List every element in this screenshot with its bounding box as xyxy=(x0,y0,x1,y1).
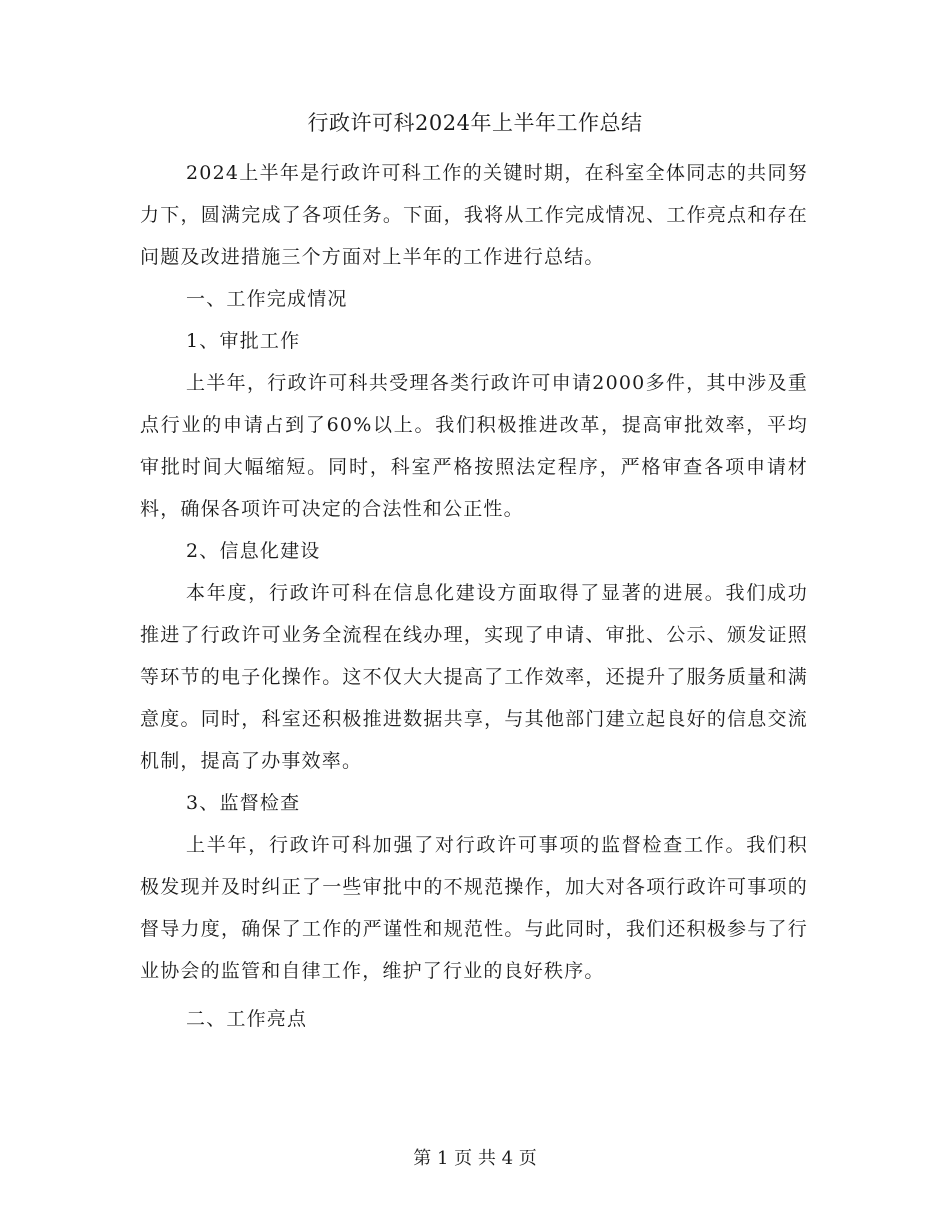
section-heading-work-completion: 一、工作完成情况 xyxy=(186,288,348,310)
document-body xyxy=(140,152,808,1040)
approval-paragraph: 上半年，行政许可科共受理各类行政许可申请2000多件，其中涉及重点行业的申请占到了60%以上。我们积极推进改革，提高审批效率，平均审批时间大幅缩短。同时，科室严格按照法定程序，严格审查各项申请材料，确保各项许可决定的合法性和公正性。 xyxy=(140,372,808,520)
informatization-paragraph: 本年度，行政许可科在信息化建设方面取得了显著的进展。我们成功推进了行政许可业务全流程在线办理，实现了申请、审批、公示、颁发证照等环节的电子化操作。这不仅大大提高了工作效率，还提升了服务质量和满意度。同时，科室还积极推进数据共享，与其他部门建立起良好的信息交流机制，提高了办事效率。 xyxy=(140,582,808,772)
intro-paragraph: 2024上半年是行政许可科工作的关键时期，在科室全体同志的共同努力下，圆满完成了各项任务。下面，我将从工作完成情况、工作亮点和存在问题及改进措施三个方面对上半年的工作进行总结。 xyxy=(140,162,808,268)
supervision-paragraph: 上半年，行政许可科加强了对行政许可事项的监督检查工作。我们积极发现并及时纠正了一些审批中的不规范操作，加大对各项行政许可事项的督导力度，确保了工作的严谨性和规范性。与此同时，我们还积极参与了行业协会的监管和自律工作，维护了行业的良好秩序。 xyxy=(140,834,808,982)
document-title: 行政许可科2024年上半年工作总结 xyxy=(307,111,643,135)
section-heading-highlights: 二、工作亮点 xyxy=(186,1008,308,1030)
subsection-heading-supervision: 3、监督检查 xyxy=(186,792,301,814)
subsection-heading-informatization: 2、信息化建设 xyxy=(186,540,321,562)
page-number-footer: 第 1 页 共 4 页 xyxy=(413,1148,537,1169)
subsection-heading-approval: 1、审批工作 xyxy=(186,330,301,352)
